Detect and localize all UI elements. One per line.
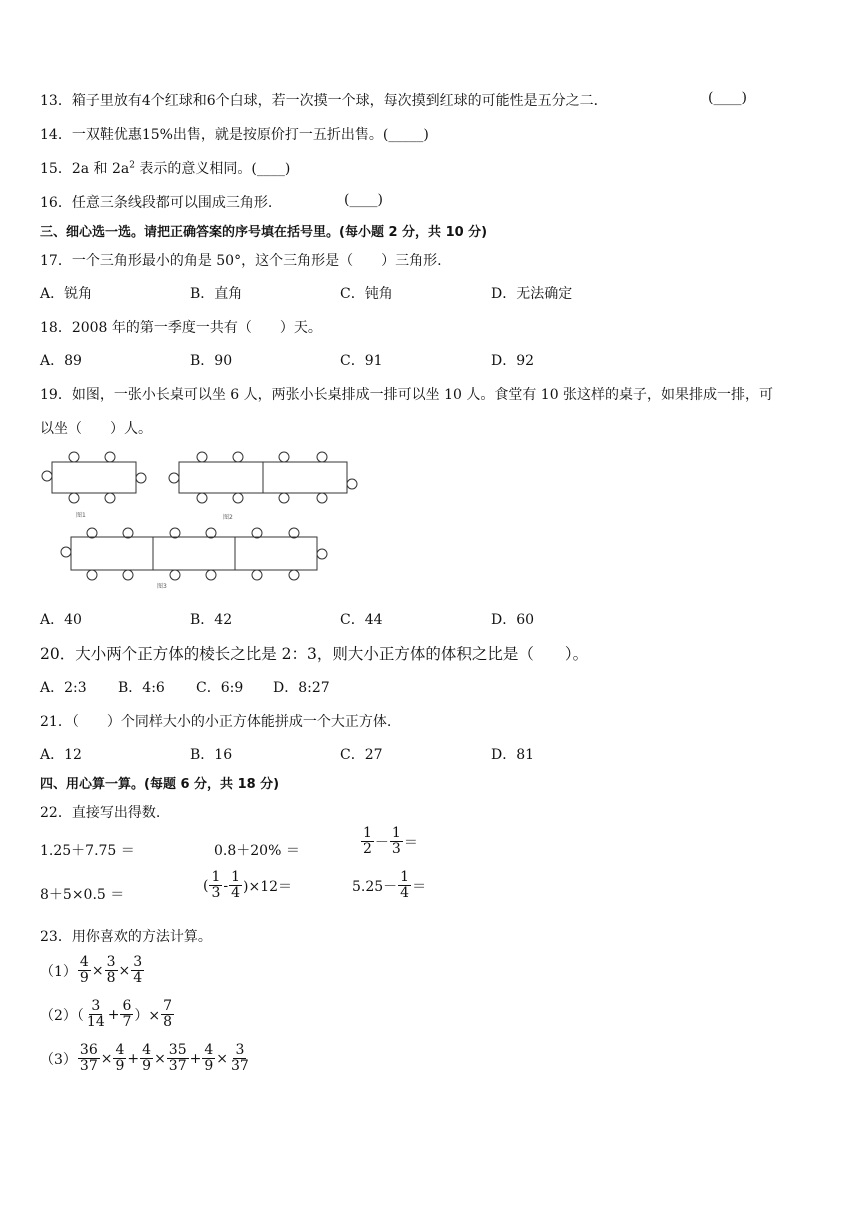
question-19-line1: 19．如图，一张小长桌可以坐 6 人，两张小长桌排成一排可以坐 10 人。食堂有 10 张这样的桌子，如果排成一排，可 [40,387,774,403]
option-20a[interactable]: A．2:3 [40,680,87,696]
question-20: 20．大小两个正方体的棱长之比是 2：3，则大小正方体的体积之比是（ ）。 [40,645,589,663]
fraction: $\frac{6}{7}$ [122,998,132,1030]
option-17b[interactable]: B．直角 [190,286,243,302]
fraction: $\frac{1}{3}$ [211,869,221,901]
option-21a[interactable]: A．12 [40,747,82,763]
answer-blank-16[interactable]: (____) [344,192,383,208]
question-22: 22．直接写出得数. [40,805,161,821]
fraction: $\frac{7}{8}$ [163,998,173,1030]
fraction: $\frac{1}{3}$ [391,825,401,857]
fraction: $\frac{3}{4}$ [133,954,143,986]
question-17: 17．一个三角形最小的角是 50°，这个三角形是（ ）三角形. [40,253,442,269]
fraction: $\frac{4}{9}$ [142,1042,152,1074]
section-3-heading: 三、细心选一选。请把正确答案的序号填在括号里。(每小题 2 分，共 10 分) [40,225,488,240]
option-21d[interactable]: D．81 [491,747,535,763]
option-18d[interactable]: D．92 [491,353,535,369]
fraction: $\frac{4}{9}$ [115,1042,125,1074]
option-17d[interactable]: D．无法确定 [491,286,573,302]
calc-2: 0.8＋20% ＝ [214,843,300,859]
figure-1-table [42,452,146,503]
problem-2: （2）（ $\frac{3}{14}$ + $\frac{6}{7}$ ）× $\frac{7}{8}$ [40,998,173,1030]
question-19-line2: 以坐（ ）人。 [40,421,152,437]
option-20d[interactable]: D．8:27 [273,680,330,696]
calc-1: 1.25＋7.75 ＝ [40,843,135,859]
option-19d[interactable]: D．60 [491,612,535,628]
question-14: 14．一双鞋优惠15%出售，就是按原价打一五折出售。(_____) [40,127,429,143]
calc-5: ( $\frac{1}{3}$ - $\frac{1}{4}$ )×12＝ [203,869,293,901]
fraction: $\frac{4}{9}$ [79,954,89,986]
figure-2-tables [169,452,357,503]
question-16: 16．任意三条线段都可以围成三角形. [40,195,273,211]
question-13: 13．箱子里放有4个红球和6个白球，若一次摸一个球，每次摸到红球的可能性是五分之二． [40,93,608,109]
question-18: 18．2008 年的第一季度一共有（ ）天。 [40,320,322,336]
fraction: $\frac{1}{2}$ [363,825,372,857]
question-23: 23．用你喜欢的方法计算。 [40,929,212,945]
table-figures [40,448,360,594]
calc-3: $\frac{1}{2}$ － $\frac{1}{3}$ ＝ [363,825,418,857]
calc-4: 8＋5×0.5 ＝ [40,887,125,903]
option-20c[interactable]: C．6:9 [196,680,244,696]
option-18c[interactable]: C．91 [340,353,383,369]
option-19b[interactable]: B．42 [190,612,233,628]
fraction: $\frac{1}{4}$ [231,869,241,901]
fraction: $\frac{36}{37}$ [79,1042,98,1074]
section-4-heading: 四、用心算一算。(每题 6 分，共 18 分) [40,777,280,792]
option-19c[interactable]: C．44 [340,612,383,628]
fraction: $\frac{3}{37}$ [231,1042,249,1074]
option-21c[interactable]: C．27 [340,747,383,763]
answer-blank-13[interactable]: (____) [708,90,747,106]
option-19a[interactable]: A．40 [40,612,82,628]
fraction: $\frac{1}{4}$ [400,869,410,901]
problem-3: （3） $\frac{36}{37}$ × $\frac{4}{9}$ + $\frac{4}{9}$ × $\frac{35}{37}$ + $\frac{4}{9}$ × $\frac{3}{37}$ [40,1042,249,1074]
problem-1: （1） $\frac{4}{9}$ × $\frac{3}{8}$ × $\frac{3}{4}$ [40,954,143,986]
fraction: $\frac{3}{14}$ [86,998,105,1030]
figure-3-label: 图3 [157,583,167,590]
option-20b[interactable]: B．4:6 [118,680,165,696]
question-15: 15．2a 和 $2a^2$ 表示的意义相同。(____) [40,160,291,177]
option-18b[interactable]: B．90 [190,353,233,369]
fraction: $\frac{35}{37}$ [168,1042,187,1074]
calc-6: 5.25－ $\frac{1}{4}$ ＝ [352,869,427,901]
figure-1-label: 图1 [76,512,86,519]
option-17a[interactable]: A．锐角 [40,286,93,302]
question-21: 21．（ ）个同样大小的小正方体能拼成一个大正方体. [40,714,392,730]
fraction: $\frac{4}{9}$ [204,1042,214,1074]
fraction: $\frac{3}{8}$ [106,954,116,986]
option-18a[interactable]: A．89 [40,353,82,369]
figure-2-label: 图2 [223,514,233,521]
option-17c[interactable]: C．钝角 [340,286,393,302]
figure-3-tables [61,528,327,580]
option-21b[interactable]: B．16 [190,747,233,763]
